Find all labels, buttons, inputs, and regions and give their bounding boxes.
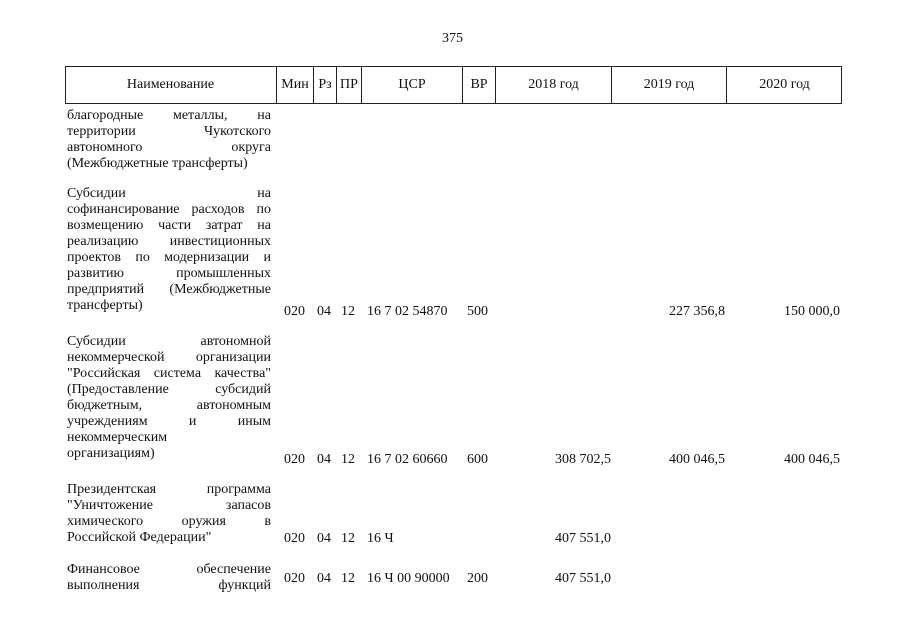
cell-vr: 200: [467, 571, 488, 586]
row-name-line: трансферты): [67, 298, 143, 313]
row-name: [67, 562, 271, 594]
cell-min: 020: [284, 304, 305, 319]
cell-rz: 04: [317, 531, 331, 546]
row-name-line: реализацию инвестиционных: [67, 234, 271, 249]
cell-pr: 12: [341, 531, 355, 546]
row-name-line: некоммерческим: [67, 430, 168, 445]
header-pr: ПР: [337, 66, 362, 104]
row-name-line: Субсидии автономной: [67, 334, 271, 349]
row-name-line: Субсидии на: [67, 186, 271, 201]
row-name-line: софинансирование расходов по: [67, 202, 271, 217]
cell-pr: 12: [341, 571, 355, 586]
cell-2019: 400 046,5: [669, 452, 725, 467]
row-name-line: выполнения функций: [67, 578, 271, 593]
cell-min: 020: [284, 571, 305, 586]
row-name-line: учреждениям и иным: [67, 414, 271, 429]
row-name-line: бюджетным, автономным: [67, 398, 271, 413]
header-vr: ВР: [463, 66, 496, 104]
row-name: [67, 186, 271, 314]
row-name-line: Российской Федерации": [67, 530, 212, 545]
page-number: 375: [442, 31, 463, 46]
row-name-line: (Межбюджетные трансферты): [67, 156, 248, 171]
row-name-line: химического оружия в: [67, 514, 271, 529]
table-header-cells: [65, 66, 842, 104]
row-name-line: некоммерческой организации: [67, 350, 271, 365]
row-name-line: развитию промышленных: [67, 266, 271, 281]
cell-rz: 04: [317, 571, 331, 586]
cell-csr: 16 Ч: [367, 531, 394, 546]
cell-rz: 04: [317, 304, 331, 319]
header-rz: Рз: [314, 66, 337, 104]
cell-2018: 407 551,0: [555, 571, 611, 586]
cell-2018: 407 551,0: [555, 531, 611, 546]
cell-csr: 16 Ч 00 90000: [367, 571, 450, 586]
header-name: Наименование: [65, 66, 277, 104]
row-name: [67, 482, 271, 546]
header-2019: 2019 год: [612, 66, 727, 104]
cell-2020: 150 000,0: [784, 304, 840, 319]
row-name-line: территории Чукотского: [67, 124, 271, 139]
row-name-line: "Российская система качества": [67, 366, 271, 381]
row-name-line: Президентская программа: [67, 482, 271, 497]
cell-csr: 16 7 02 54870: [367, 304, 448, 319]
row-name-line: организациям): [67, 446, 155, 461]
cell-csr: 16 7 02 60660: [367, 452, 448, 467]
row-name-line: благородные металлы, на: [67, 108, 271, 123]
cell-pr: 12: [341, 304, 355, 319]
row-name-line: (Предоставление субсидий: [67, 382, 271, 397]
cell-vr: 600: [467, 452, 488, 467]
header-min: Мин: [277, 66, 314, 104]
header-csr: ЦСР: [362, 66, 463, 104]
cell-2020: 400 046,5: [784, 452, 840, 467]
row-name-line: проектов по модернизации и: [67, 250, 271, 265]
cell-min: 020: [284, 452, 305, 467]
row-name: [67, 108, 271, 172]
header-2020: 2020 год: [759, 77, 810, 92]
cell-min: 020: [284, 531, 305, 546]
cell-pr: 12: [341, 452, 355, 467]
row-name-line: "Уничтожение запасов: [67, 498, 271, 513]
cell-2018: 308 702,5: [555, 452, 611, 467]
cell-rz: 04: [317, 452, 331, 467]
row-name: [67, 334, 271, 462]
cell-2019: 227 356,8: [669, 304, 725, 319]
row-name-line: Финансовое обеспечение: [67, 562, 271, 577]
row-name-line: автономного округа: [67, 140, 271, 155]
row-name-line: предприятий (Межбюджетные: [67, 282, 271, 297]
cell-vr: 500: [467, 304, 488, 319]
row-name-line: возмещению части затрат на: [67, 218, 271, 233]
header-2018: 2018 год: [496, 66, 612, 104]
